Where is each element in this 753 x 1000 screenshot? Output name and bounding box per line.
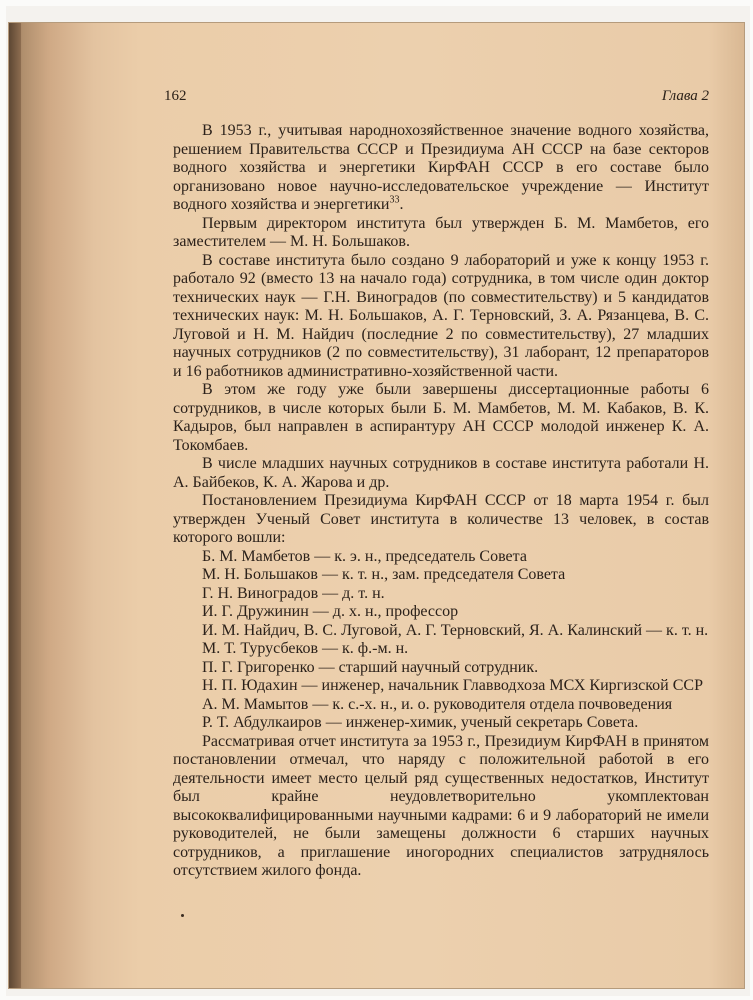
paragraph-report-review: Рассматривая отчет института за 1953 г., Президиум КирФАН в принятом постановлении отмечал, что наряду с положительной работой в его деятельности имеет место целый ряд существенных недостатков, Институт был крайне неудовлетворительно укомплектован высококвалифицированными научными кадрами: 6 и 9 лабораторий не имели руководителей, не были замещены должности 6 старших научных сотрудников, а приглашение иногородних специалистов затруднялось отсутствием жилого фонда. <box>173 732 709 879</box>
page-body <box>173 122 709 881</box>
paragraph-council-decree: Постановлением Президиума КирФАН СССР от 18 марта 1954 г. был утвержден Ученый Совет института в количестве 13 человек, в состав которого вошли: <box>173 492 709 546</box>
council-member: М. Н. Большаков — к. т. н., зам. председателя Совета <box>202 566 566 583</box>
paragraph-institute-founding <box>173 122 709 215</box>
paragraph-end: . <box>399 196 404 213</box>
paragraph-dissertations: В этом же году уже были завершены диссертационные работы 6 сотрудников, в числе которых были Б. М. Мамбетов, М. М. Кабаков, В. К. Кадыров, был направлен в аспирантуру АН СССР молодой инженер К. А. Токомбаев. <box>173 381 709 454</box>
council-member: П. Г. Григоренко — старший научный сотрудник. <box>202 658 539 676</box>
council-member: М. Т. Турусбеков — к. ф.-м. н. <box>202 640 409 657</box>
council-member: И. Г. Дружинин — д. х. н., профессор <box>202 603 459 620</box>
council-member: Н. П. Юдахин — инженер, начальник Главводхоза МСХ Киргизской ССР <box>202 677 703 694</box>
page-number: 162 <box>164 88 187 104</box>
paragraph-staff: В составе института было создано 9 лабораторий и уже к концу 1953 г. работало 92 (вместо 13 на начало года) сотрудника, в том числе один доктор технических наук — Г.Н. Виноградов (по совместительству) и 5 кандидатов технических наук: М. Н. Большаков, А. Г. Терновский, З. А. Рязанцева, В. С. Луговой и Н. М. Найдич (последние 2 по совместительству), 27 младших научных сотрудников (2 по совместительству), 31 лаборант, 12 препараторов и 16 работников административно-хозяйственной части. <box>173 251 709 380</box>
footnote-ref: 33 <box>389 194 400 206</box>
council-member: И. М. Найдич, В. С. Луговой, А. Г. Терновский, Я. А. Калинский — к. т. н. <box>202 621 709 639</box>
paragraph-director: Первым директором института был утвержден Б. М. Мамбетов, его заместителем — М. Н. Большаков. <box>173 214 709 250</box>
council-member-list <box>173 548 709 733</box>
page-edge <box>9 23 21 988</box>
council-member: Р. Т. Абдулкаиров — инженер-химик, ученый секретарь Совета. <box>202 714 639 731</box>
council-member: А. М. Мамытов — к. с.-х. н., и. о. руководителя отдела почвоведения <box>202 695 673 713</box>
page-header <box>164 88 709 106</box>
council-member: Б. М. Мамбетов — к. э. н., председатель Совета <box>202 547 527 565</box>
paragraph-text: В 1953 г., учитывая народнохозяйственное значение водного хозяйства, решением Правительства СССР и Президиума АН СССР на базе секторов водного хозяйства и энергетики КирФАН СССР в его составе было организовано новое научно-исследовательское учреждение — Институт водного хозяйства и энергетики <box>173 122 709 213</box>
ink-speck <box>181 914 184 917</box>
paragraph-junior-staff: В числе младших научных сотрудников в составе института работали Н. А. Байбеков, К. А. Жарова и др. <box>173 455 709 491</box>
chapter-label: Глава 2 <box>661 88 709 104</box>
council-member: Г. Н. Виноградов — д. т. н. <box>202 584 385 602</box>
